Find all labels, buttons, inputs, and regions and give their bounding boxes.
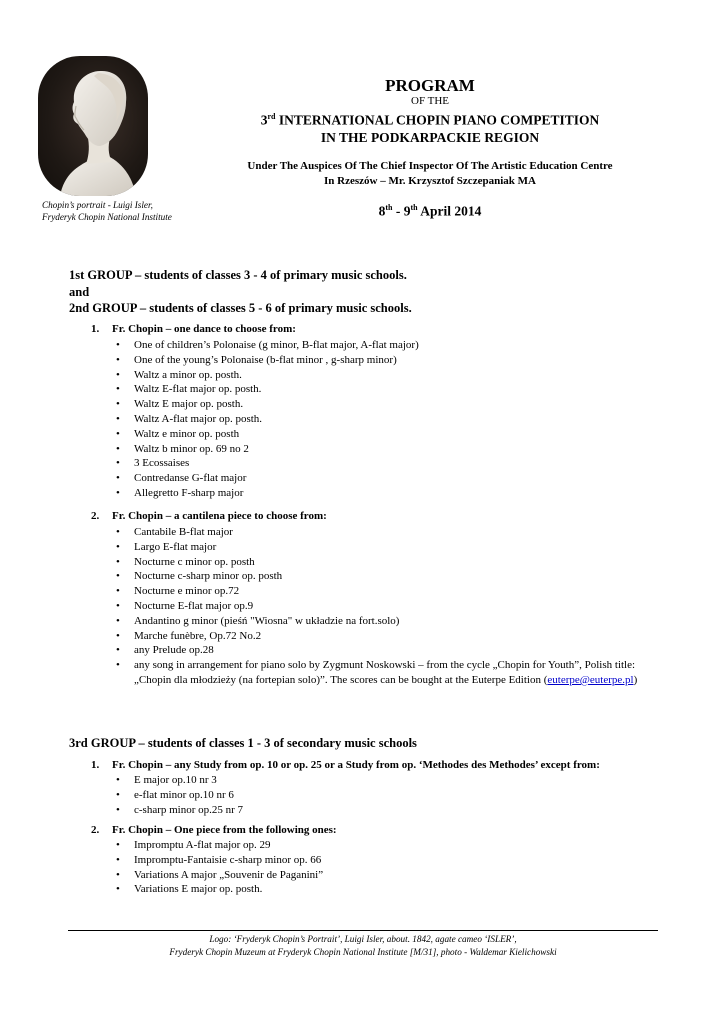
list-item: • Impromptu-Fantaisie c-sharp minor op. 66 [116, 853, 656, 868]
footer-line1: Logo: ‘Fryderyk Chopin’s Portrait’, Luigi Isler, about. 1842, agate cameo ‘ISLER’, [209, 934, 517, 944]
auspices-line2: In Rzeszów – Mr. Krzysztof Szczepaniak MA [324, 174, 536, 187]
list-item: • Waltz b minor op. 69 no 2 [116, 442, 656, 457]
list-item: • Waltz E major op. posth. [116, 397, 656, 412]
section-title: Fr. Chopin – any Study from op. 10 or op. 25 or a Study from op. ‘Methodes des Methodes’ except from: [112, 759, 600, 771]
list-item: • Waltz A-flat major op. posth. [116, 412, 656, 427]
list-item: • Nocturne e minor op.72 [116, 584, 656, 599]
list-item: • 3 Ecossaises [116, 456, 656, 471]
list-item: • Contredanse G-flat major [116, 471, 656, 486]
group-and: and [69, 284, 90, 299]
portrait-caption-line2: Fryderyk Chopin National Institute [42, 211, 172, 222]
footer-divider [68, 930, 658, 931]
list-item: • any Prelude op.28 [116, 643, 656, 658]
auspices-text [230, 159, 630, 188]
auspices-line1: Under The Auspices Of The Chief Inspector Of The Artistic Education Centre [247, 160, 613, 172]
section-study-heading [91, 759, 600, 771]
piece-list [116, 838, 656, 897]
competition-dates [230, 203, 630, 220]
footer-credits [68, 933, 658, 958]
group-1-title: 1st GROUP – students of classes 3 - 4 of primary music schools. [69, 268, 407, 282]
footer-line2: Fryderyk Chopin Muzeum at Fryderyk Chopin National Institute [M/31], photo - Waldemar Kielichowski [169, 946, 557, 957]
portrait-caption-line1: Chopin’s portrait - Luigi Isler, [42, 200, 153, 210]
list-item: • Waltz e minor op. posth [116, 427, 656, 442]
section-title: Fr. Chopin – a cantilena piece to choose from: [112, 510, 327, 522]
section-number: 2. [91, 824, 100, 836]
section-cantilena-heading [91, 510, 327, 522]
competition-title [230, 108, 630, 146]
ordinal-suffix: rd [267, 112, 276, 121]
date-month-year: April 2014 [417, 203, 482, 219]
euterpe-email-link[interactable]: euterpe@euterpe.pl [547, 673, 634, 686]
group-2-title: 2nd GROUP – students of classes 5 - 6 of primary music schools. [69, 301, 412, 315]
section-number: 1. [91, 323, 100, 335]
list-item: • Variations A major „Souvenir de Paganini” [116, 868, 656, 883]
list-item: • Waltz E-flat major op. posth. [116, 382, 656, 397]
date-separator: - 9 [392, 203, 411, 219]
section-piece-heading [91, 824, 337, 836]
dance-list [116, 338, 656, 501]
date-day1-suffix: th [385, 203, 393, 212]
list-item: • Marche funèbre, Op.72 No.2 [116, 629, 656, 644]
competition-title-line1 [230, 108, 630, 129]
date-day2-suffix: th [410, 203, 418, 212]
list-item: • Waltz a minor op. posth. [116, 368, 656, 383]
of-the-subtitle: OF THE [411, 95, 449, 107]
program-title: PROGRAM [385, 76, 475, 95]
list-item: • Variations E major op. posth. [116, 882, 656, 897]
list-item: • One of children’s Polonaise (g minor, B-flat major, A-flat major) [116, 338, 656, 353]
section-title: Fr. Chopin – One piece from the following ones: [112, 824, 337, 836]
portrait-caption [42, 200, 172, 223]
date-day1: 8 [378, 203, 386, 219]
group-1-2-heading [69, 267, 412, 317]
noskowski-close: ) [633, 673, 638, 686]
section-dance-heading [91, 323, 296, 335]
section-number: 1. [91, 759, 100, 771]
portrait-bust-image [38, 56, 148, 196]
study-exceptions-list [116, 773, 656, 817]
section-number: 2. [91, 510, 100, 522]
list-item: • One of the young’s Polonaise (b-flat minor , g-sharp minor) [116, 353, 656, 368]
list-item: • c-sharp minor op.25 nr 7 [116, 803, 656, 818]
list-item: • Nocturne c-sharp minor op. posth [116, 569, 656, 584]
list-item: • Andantino g minor (pieśń "Wiosna" w układzie na fort.solo) [116, 614, 656, 629]
competition-title-line2: IN THE PODKARPACKIE REGION [320, 129, 540, 145]
list-item: • Nocturne c minor op. posth [116, 555, 656, 570]
list-item: • Impromptu A-flat major op. 29 [116, 838, 656, 853]
chopin-portrait-cameo [38, 56, 148, 196]
ordinal-number: 3 [260, 112, 268, 128]
competition-name: INTERNATIONAL CHOPIN PIANO COMPETITION [275, 112, 600, 128]
list-item: • Largo E-flat major [116, 540, 656, 555]
list-item: • E major op.10 nr 3 [116, 773, 656, 788]
list-item: • e-flat minor op.10 nr 6 [116, 788, 656, 803]
list-item: • Cantabile B-flat major [116, 525, 656, 540]
list-item: • Allegretto F-sharp major [116, 486, 656, 501]
list-item: • Nocturne E-flat major op.9 [116, 599, 656, 614]
cantilena-list [116, 525, 656, 688]
noskowski-text: any song in arrangement for piano solo by Zygmunt Noskowski – from the cycle „Chopin for Youth”, Polish title: „Chopin dla młodzieży (na fortepian solo)”. The scores can be bought at the Euterpe Edition ( [134, 659, 636, 686]
group-3-heading: 3rd GROUP – students of classes 1 - 3 of secondary music schools [69, 736, 417, 750]
section-title: Fr. Chopin – one dance to choose from: [112, 323, 296, 335]
list-item-noskowski [116, 658, 656, 688]
